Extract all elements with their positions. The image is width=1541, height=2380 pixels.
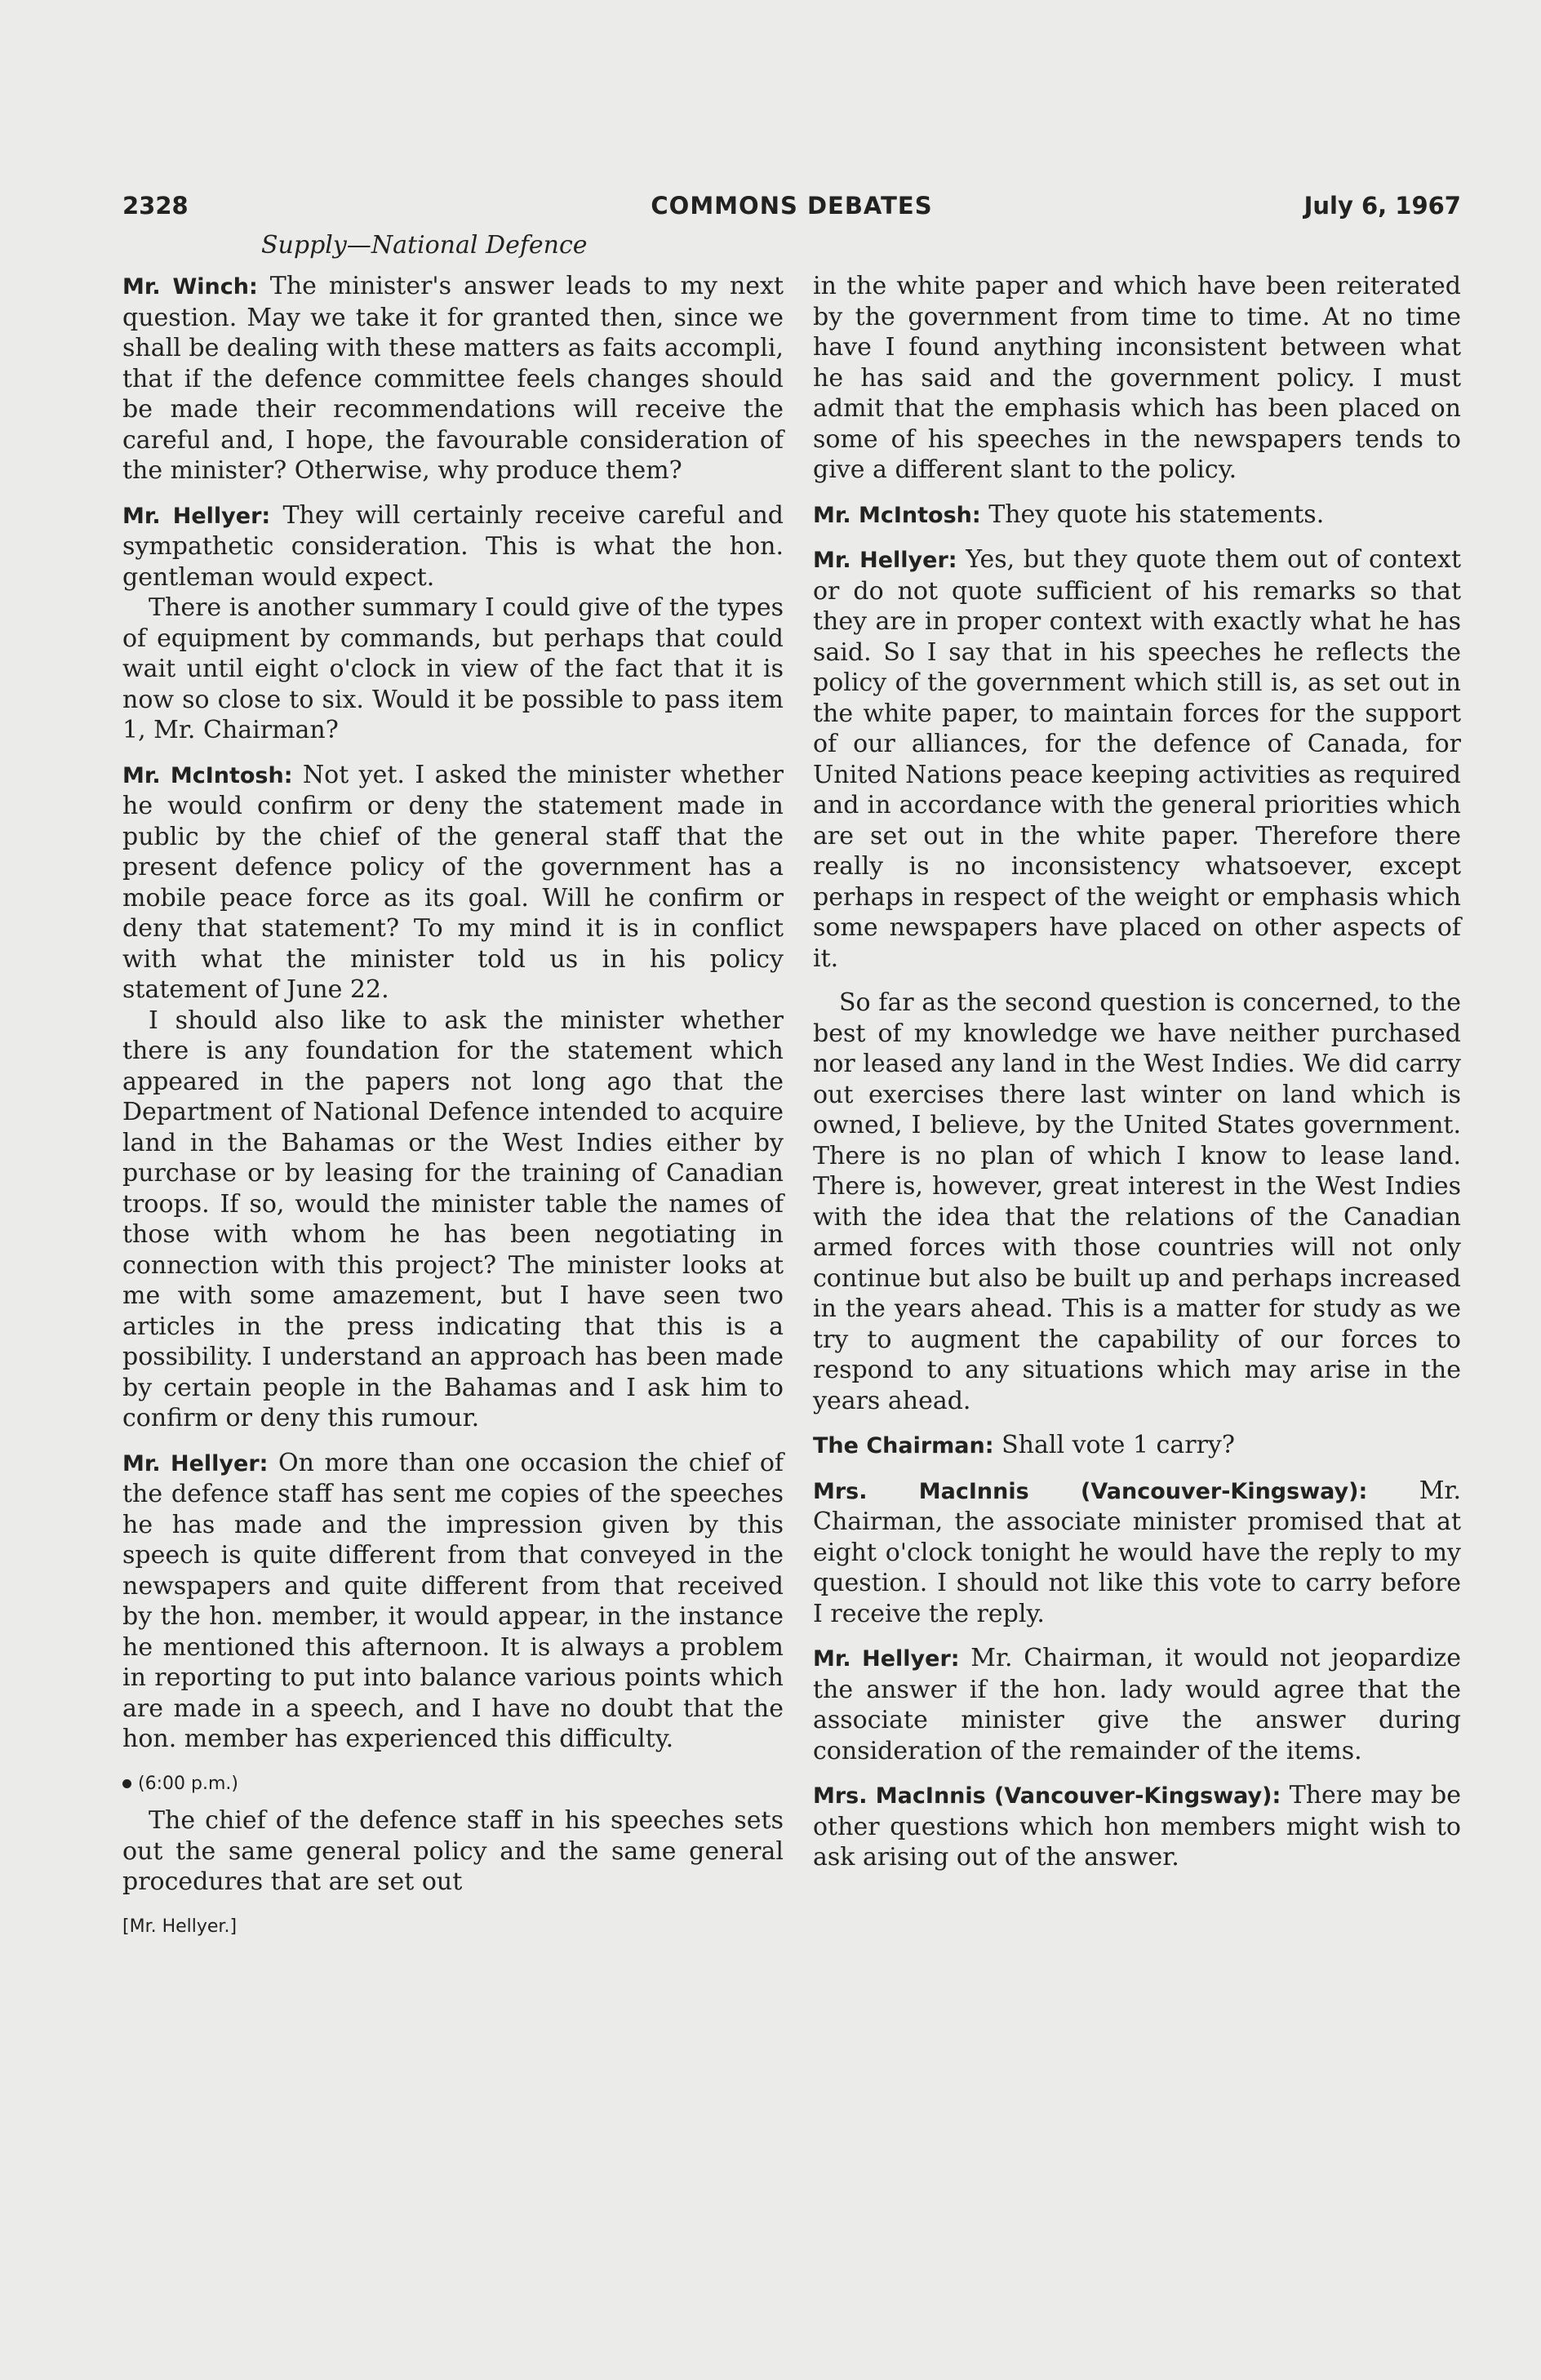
paragraph [813, 544, 1461, 974]
paragraph-text: There is another summary I could give of the types of equipment by commands, but perhaps that could wait until eight o'clock in view of the fact that it is now so close to six. Would it be possible to pass item 1, Mr. Chairman? [122, 593, 784, 744]
paragraph-text: The minister's answer leads to my next question. May we take it for granted then, since we shall be dealing with these matters as faits accompli, that if the defence committee feels changes should be made their recommendations will receive the careful and, I hope, the favourable consideration of the minister? Otherwise, why produce them? [122, 272, 784, 485]
paragraph [122, 1448, 784, 1755]
paragraph [813, 988, 1461, 1416]
paragraph-text: So far as the second question is concerned, to the best of my knowledge we have neither purchased nor leased any land in the West Indies. We did carry out exercises there last winter on land which is owned, I believe, by the United States government. There is no plan of which I know to lease land. There is, however, great interest in the West Indies with the idea that the relations of the Canadian armed forces with those countries will not only continue but also be built up and perhaps increased in the years ahead. This is a matter for study as we try to augment the capability of our forces to respond to any situations which may arise in the years ahead. [813, 988, 1461, 1415]
paragraph [122, 760, 784, 1006]
paragraph-text: I should also like to ask the minister whether there is any foundation for the statement which appeared in the papers not long ago that the Department of National Defence intended to acquire land in the Bahamas or the West Indies either by purchase or by leasing for the training of Canadian troops. If so, would the minister table the names of those with whom he has been negotiating in connection with this project? The minister looks at me with some amazement, but I have seen two articles in the press indicating that this is a possibility. I understand an approach has been made by certain people in the Bahamas and I ask him to confirm or deny this rumour. [122, 1006, 784, 1432]
speaker-name: The Chairman: [813, 1433, 994, 1459]
left-column [122, 271, 784, 1942]
paragraph [813, 1643, 1461, 1766]
time-marker-text: (6:00 p.m.) [138, 1773, 238, 1794]
paragraph-text: There may be other questions which hon members might wish to ask arising out of the answer. [813, 1781, 1462, 1872]
speaker-name: Mr. Hellyer: [813, 548, 957, 573]
paragraph-text: Mr. Chairman, it would not jeopardize the answer if the hon. lady would agree that the associate minister give the answer during consideration of the remainder of the items. [813, 1644, 1461, 1765]
paragraph-text: Not yet. I asked the minister whether he would confirm or deny the statement made in public by the chief of the general staff that the present defence policy of the government has a mobile peace force as its goal. Will he confirm or deny that statement? To my mind it is in conflict with what the minister told us in his policy statement of June 22. [122, 760, 784, 1004]
paragraph [122, 593, 784, 746]
paragraph [813, 1780, 1461, 1873]
paragraph [122, 1006, 784, 1434]
paragraph [813, 500, 1461, 531]
right-column [813, 271, 1461, 1887]
speaker-name: Mr. Hellyer: [813, 1646, 960, 1672]
paragraph [122, 1805, 784, 1898]
paragraph-text: The chief of the defence staff in his speeches sets out the same general policy and the same general procedures that are set out [122, 1806, 784, 1896]
time-marker [122, 1769, 784, 1800]
section-subheading: Supply—National Defence [261, 231, 588, 260]
paragraph-text: Yes, but they quote them out of context or do not quote sufficient of his remarks so that they are in proper context with exactly what he has said. So I say that in his speeches he reflects the policy of the government which still is, as set out in the white paper, to maintain forces for the support of our alliances, for the defence of Canada, for United Nations peace keeping activities as required and in accordance with the general priorities which are set out in the white paper. Therefore there really is no inconsistency whatsoever, except perhaps in respect of the weight or emphasis which some newspapers have placed on other aspects of it. [813, 545, 1461, 973]
paragraph-text: On more than one occasion the chief of the defence staff has sent me copies of the speeches he has made and the impression given by this speech is quite different from that conveyed in the newspapers and quite different from that received by the hon. member, it would appear, in the instance he mentioned this afternoon. It is always a problem in reporting to put into balance various points which are made in a speech, and I have no doubt that the hon. member has experienced this difficulty. [122, 1448, 784, 1753]
speaker-footnote: [Mr. Hellyer.] [122, 1916, 238, 1937]
paragraph-text: in the white paper and which have been reiterated by the government from time to time. At no time have I found anything inconsistent between what he has said and the government policy. I must admit that the emphasis which has been placed on some of his speeches in the newspapers tends to give a different slant to the policy. [813, 272, 1461, 484]
speaker-name: Mr. Hellyer: [122, 503, 271, 529]
bullet-icon [122, 1779, 131, 1788]
paragraph [122, 500, 784, 593]
paragraph [813, 271, 1461, 486]
paragraph-text: They quote his statements. [980, 500, 1325, 529]
publication-title: COMMONS DEBATES [651, 192, 933, 220]
paragraph [813, 1476, 1461, 1630]
paragraph [813, 1430, 1461, 1462]
page-header [122, 192, 1461, 233]
page-number: 2328 [122, 192, 189, 220]
paragraph [122, 271, 784, 486]
speaker-name: Mr. McIntosh: [122, 762, 293, 788]
speaker-name: Mr. Hellyer: [122, 1450, 269, 1476]
speaker-name: Mrs. MacInnis (Vancouver-Kingsway): [813, 1478, 1368, 1504]
speaker-name: Mr. McIntosh: [813, 502, 981, 528]
page-date: July 6, 1967 [1303, 192, 1461, 220]
paragraph-text: They will certainly receive careful and sympathetic consideration. This is what the hon. gentleman would expect. [122, 500, 784, 592]
speaker-name: Mrs. MacInnis (Vancouver-Kingsway): [813, 1783, 1281, 1809]
paragraph-text: Shall vote 1 carry? [993, 1431, 1235, 1459]
speaker-name: Mr. Winch: [122, 274, 258, 300]
paragraph-text: Mr. Chairman, the associate minister promised that at eight o'clock tonight he would have the reply to my question. I should not like this vote to carry before I receive the reply. [813, 1476, 1462, 1628]
